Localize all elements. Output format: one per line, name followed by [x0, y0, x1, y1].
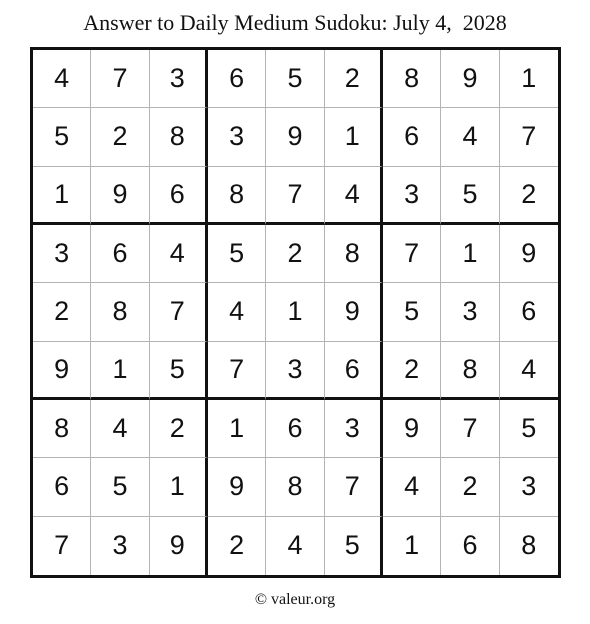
sudoku-cell-r7-c8: 7	[441, 400, 499, 458]
sudoku-cell-r9-c4: 2	[208, 517, 266, 575]
sudoku-cell-r3-c7: 3	[383, 167, 441, 225]
sudoku-cell-r9-c5: 4	[266, 517, 324, 575]
sudoku-cell-r4-c7: 7	[383, 225, 441, 283]
sudoku-cell-r7-c2: 4	[91, 400, 149, 458]
sudoku-cell-r6-c6: 6	[325, 342, 383, 400]
sudoku-cell-r5-c6: 9	[325, 283, 383, 341]
sudoku-cell-r5-c9: 6	[500, 283, 558, 341]
sudoku-cell-r8-c6: 7	[325, 458, 383, 516]
sudoku-cell-r8-c5: 8	[266, 458, 324, 516]
sudoku-cell-r4-c8: 1	[441, 225, 499, 283]
sudoku-cell-r5-c7: 5	[383, 283, 441, 341]
sudoku-cell-r5-c5: 1	[266, 283, 324, 341]
sudoku-cell-r8-c7: 4	[383, 458, 441, 516]
page-title: Answer to Daily Medium Sudoku: July 4, 2028	[83, 10, 507, 35]
sudoku-cell-r8-c3: 1	[150, 458, 208, 516]
sudoku-cell-r6-c9: 4	[500, 342, 558, 400]
sudoku-cell-r6-c8: 8	[441, 342, 499, 400]
sudoku-cell-r9-c1: 7	[33, 517, 91, 575]
sudoku-cell-r8-c4: 9	[208, 458, 266, 516]
sudoku-cell-r7-c5: 6	[266, 400, 324, 458]
sudoku-cell-r2-c5: 9	[266, 108, 324, 166]
sudoku-cell-r4-c9: 9	[500, 225, 558, 283]
sudoku-cell-r2-c2: 2	[91, 108, 149, 166]
sudoku-cell-r7-c9: 5	[500, 400, 558, 458]
sudoku-cell-r2-c6: 1	[325, 108, 383, 166]
sudoku-cell-r3-c6: 4	[325, 167, 383, 225]
sudoku-cell-r6-c3: 5	[150, 342, 208, 400]
sudoku-cell-r3-c2: 9	[91, 167, 149, 225]
sudoku-cell-r2-c9: 7	[500, 108, 558, 166]
sudoku-cell-r1-c4: 6	[208, 50, 266, 108]
sudoku-cell-r5-c2: 8	[91, 283, 149, 341]
sudoku-cell-r2-c4: 3	[208, 108, 266, 166]
sudoku-cell-r4-c3: 4	[150, 225, 208, 283]
sudoku-cell-r2-c1: 5	[33, 108, 91, 166]
sudoku-cell-r9-c9: 8	[521, 530, 537, 561]
sudoku-cell-r8-c8: 2	[441, 458, 499, 516]
sudoku-cell-r4-c4: 5	[208, 225, 266, 283]
sudoku-cell-r9-c6: 5	[325, 517, 383, 575]
sudoku-cell-r1-c9: 1	[500, 50, 558, 108]
sudoku-cell-r7-c4: 1	[208, 400, 266, 458]
sudoku-cell-r4-c5: 2	[266, 225, 324, 283]
sudoku-cell-r1-c8: 9	[441, 50, 499, 108]
sudoku-cell-r1-c6: 2	[325, 50, 383, 108]
sudoku-cell-r8-c2: 5	[91, 458, 149, 516]
sudoku-cell-r9-c3: 9	[150, 517, 208, 575]
sudoku-cell-r3-c8: 5	[441, 167, 499, 225]
sudoku-cell-r7-c1: 8	[33, 400, 91, 458]
sudoku-cell-r2-c3: 8	[150, 108, 208, 166]
sudoku-cell-r3-c4: 8	[208, 167, 266, 225]
copyright-footer: © valeur.org	[254, 591, 336, 608]
sudoku-cell-r6-c4: 7	[208, 342, 266, 400]
sudoku-cell-r3-c1: 1	[33, 167, 91, 225]
sudoku-cell-r1-c2: 7	[91, 50, 149, 108]
sudoku-cell-r2-c8: 4	[441, 108, 499, 166]
sudoku-cell-r5-c1: 2	[33, 283, 91, 341]
sudoku-cell-r4-c6: 8	[325, 225, 383, 283]
sudoku-cell-r6-c1: 9	[33, 342, 91, 400]
sudoku-cell-r4-c1: 3	[33, 225, 91, 283]
sudoku-cell-r5-c4: 4	[208, 283, 266, 341]
sudoku-cell-r5-c3: 7	[150, 283, 208, 341]
sudoku-cell-r7-c7: 9	[383, 400, 441, 458]
sudoku-cell-r6-c7: 2	[383, 342, 441, 400]
sudoku-cell-r8-c9: 3	[500, 458, 558, 516]
sudoku-cell-r2-c7: 6	[383, 108, 441, 166]
sudoku-cell-r8-c1: 6	[33, 458, 91, 516]
sudoku-board	[30, 47, 561, 578]
sudoku-cell-r1-c3: 3	[150, 50, 208, 108]
sudoku-cell-r6-c2: 1	[91, 342, 149, 400]
sudoku-cell-r1-c1: 4	[33, 50, 91, 108]
sudoku-cell-r9-c7: 1	[383, 517, 441, 575]
sudoku-cell-r1-c7: 8	[383, 50, 441, 108]
sudoku-cell-r3-c9: 2	[500, 167, 558, 225]
sudoku-cell-r4-c2: 6	[91, 225, 149, 283]
sudoku-cell-r5-c8: 3	[441, 283, 499, 341]
sudoku-cell-r9-c2: 3	[91, 517, 149, 575]
sudoku-cell-r1-c5: 5	[266, 50, 324, 108]
sudoku-cell-r9-c8: 6	[441, 517, 499, 575]
sudoku-cell-r7-c6: 3	[325, 400, 383, 458]
sudoku-cell-r3-c5: 7	[266, 167, 324, 225]
sudoku-cell-r7-c3: 2	[150, 400, 208, 458]
sudoku-cell-r6-c5: 3	[266, 342, 324, 400]
sudoku-cell-r3-c3: 6	[150, 167, 208, 225]
